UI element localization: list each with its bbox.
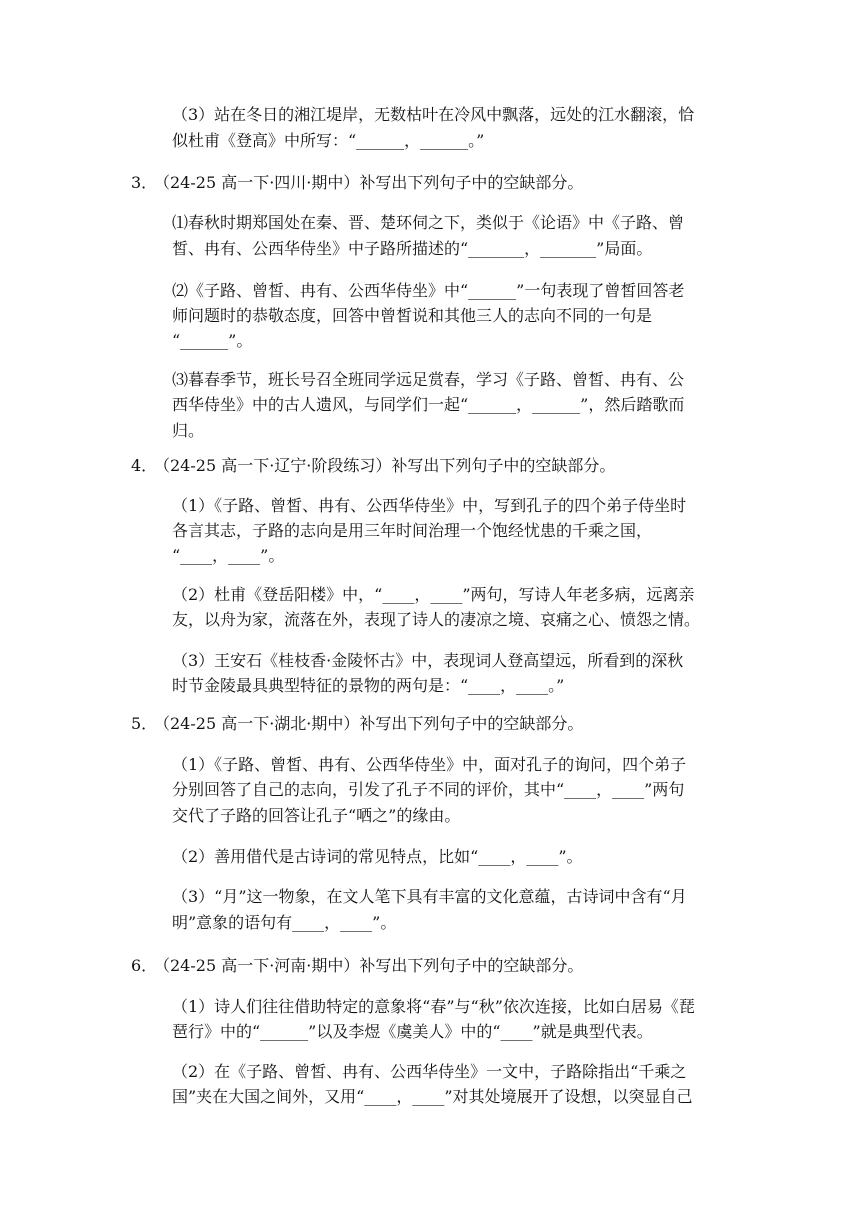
item-line: （2）善用借代是古诗词的常见特点，比如“____，____”。 bbox=[172, 847, 583, 866]
item-line: 师问题时的恭敬态度，回答中曾皙说和其他三人的志向不同的一句是 bbox=[172, 306, 653, 325]
question-header: （24-25 高一下·湖北·期中）补写出下列句子中的空缺部分。 bbox=[154, 714, 584, 733]
item-line: 国”夹在大国之间外，又用“____，____”对其处境展开了设想，以突显自己 bbox=[172, 1087, 693, 1106]
item-line: 友，以舟为家，流落在外，表现了诗人的凄凉之境、哀痛之心、愤怨之情。 bbox=[172, 610, 701, 629]
item-line: 明”意象的语句有____，____”。 bbox=[172, 913, 397, 932]
question-header: （24-25 高一下·辽宁·阶段练习）补写出下列句子中的空缺部分。 bbox=[154, 456, 616, 475]
item-line: 时节金陵最具典型特征的景物的两句是：“____，____。” bbox=[172, 676, 565, 695]
item-line: （2）在《子路、曾皙、冉有、公西华侍坐》一文中，子路除指出“千乘之 bbox=[172, 1062, 687, 1081]
item-line: ⑵《子路、曾皙、冉有、公西华侍坐》中“______”一句表现了曾皙回答老 bbox=[172, 281, 685, 300]
item-line: ⑶暮春季节，班长号召全班同学远足赏春，学习《子路、曾皙、冉有、公 bbox=[172, 370, 685, 389]
item-line: 皙、冉有、公西华侍坐》中子路所描述的“_______，_______”局面。 bbox=[172, 239, 653, 258]
item-line: 似杜甫《登高》中所写：“______，______。” bbox=[172, 131, 485, 150]
item-line: （1）诗人们往往借助特定的意象将“春”与“秋”依次连接，比如白居易《琵 bbox=[172, 997, 695, 1016]
question-number: 5． bbox=[131, 714, 158, 733]
question-number: 4． bbox=[131, 456, 158, 475]
item-line: （2）杜甫《登岳阳楼》中，“____，____”两句，写诗人年老多病，远离亲 bbox=[172, 585, 695, 604]
question-header: （24-25 高一下·四川·期中）补写出下列句子中的空缺部分。 bbox=[154, 173, 584, 192]
question-number: 6． bbox=[131, 956, 158, 975]
item-line: （1）《子路、曾皙、冉有、公西华侍坐》中，写到孔子的四个弟子侍坐时 bbox=[172, 496, 687, 515]
item-line: “____，____”。 bbox=[172, 546, 285, 565]
item-line: 归。 bbox=[172, 421, 205, 440]
item-line: 西华侍坐》中的古人遗风，与同学们一起“______，______”，然后踏歌而 bbox=[172, 395, 685, 414]
item-line: ⑴春秋时期郑国处在秦、晋、楚环伺之下，类似于《论语》中《子路、曾 bbox=[172, 213, 685, 232]
item-line: 交代了子路的回答让孔子“哂之”的缘由。 bbox=[172, 806, 461, 825]
item-line: 各言其志，子路的志向是用三年时间治理一个饱经忧患的千乘之国， bbox=[172, 521, 653, 540]
item-line: （3）“月”这一物象，在文人笔下具有丰富的文化意蕴，古诗词中含有“月 bbox=[172, 887, 687, 906]
item-line: （1）《子路、曾皙、冉有、公西华侍坐》中，面对孔子的询问，四个弟子 bbox=[172, 755, 687, 774]
item-line: （3）王安石《桂枝香·金陵怀古》中，表现词人登高望远，所看到的深秋 bbox=[172, 651, 684, 670]
question-number: 3． bbox=[131, 173, 158, 192]
item-line: “______”。 bbox=[172, 331, 253, 350]
item-line: （3）站在冬日的湘江堤岸，无数枯叶在冷风中飘落，远处的江水翻滚，恰 bbox=[172, 105, 695, 124]
question-header: （24-25 高一下·河南·期中）补写出下列句子中的空缺部分。 bbox=[154, 956, 584, 975]
item-line: 分别回答了自己的志向，引发了孔子不同的评价，其中“____，____”两句 bbox=[172, 780, 685, 799]
item-line: 琶行》中的“______”以及李煜《虞美人》中的“____”就是典型代表。 bbox=[172, 1022, 653, 1041]
